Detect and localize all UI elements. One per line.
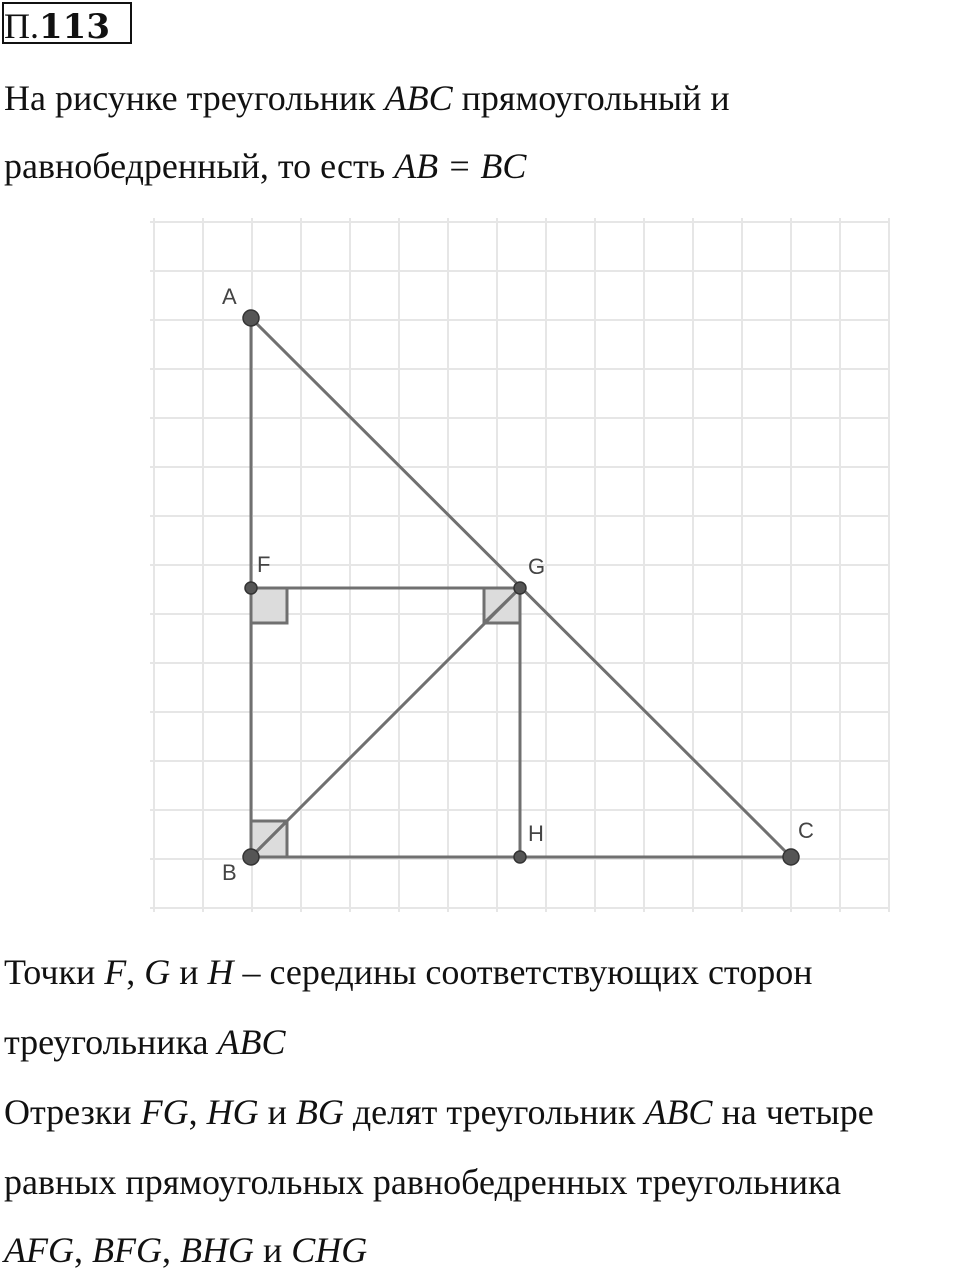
text-run: , [73, 1230, 92, 1270]
math-abc: ABC [644, 1092, 713, 1132]
text-run: , [126, 952, 145, 992]
math-fg: FG [140, 1092, 189, 1132]
label-a: A [222, 284, 237, 309]
math-h: H [207, 952, 234, 992]
body-line-1 [4, 952, 812, 992]
text-run: , [188, 1092, 207, 1132]
point-g [514, 582, 526, 594]
math-bg: BG [295, 1092, 344, 1132]
body-line-3 [4, 1092, 874, 1132]
text-run: и [253, 1230, 292, 1270]
point-c [783, 849, 799, 865]
math-ab-eq-bc: AB = BC [394, 146, 527, 186]
math-hg: HG [206, 1092, 259, 1132]
right-angle-mark-f [251, 588, 287, 623]
math-abc: ABC [217, 1022, 286, 1062]
text-run: и [258, 1092, 296, 1132]
label-f: F [257, 552, 271, 577]
point-h [514, 851, 526, 863]
math-chg: CHG [291, 1230, 368, 1270]
math-bhg: BHG [179, 1230, 254, 1270]
text-run: треугольника [4, 1022, 218, 1062]
point-a [243, 310, 259, 326]
math-afg: AFG [4, 1230, 74, 1270]
text-run: равнобедренный, то есть [4, 146, 395, 186]
text-run: равных прямоугольных равнобедренных треугольника [4, 1162, 841, 1202]
label-c: C [798, 818, 814, 843]
text-run: делят треугольник [343, 1092, 645, 1132]
text-run: – середины соответствующих сторон [233, 952, 813, 992]
label-b: B [222, 860, 237, 885]
math-f: F [104, 952, 127, 992]
math-bfg: BFG [91, 1230, 162, 1270]
point-b [243, 849, 259, 865]
problem-number-value: 113 [39, 7, 110, 47]
text-run: Точки [4, 952, 105, 992]
text-run: , [161, 1230, 180, 1270]
text-run: на четыре [712, 1092, 874, 1132]
body-line-2 [4, 1022, 286, 1062]
text-run: На рисунке треугольник [4, 78, 385, 118]
text-run: и [170, 952, 208, 992]
point-f [245, 582, 257, 594]
text-run: прямоугольный и [452, 78, 730, 118]
label-g: G [528, 554, 546, 579]
body-line-4 [4, 1162, 841, 1202]
text-run: Отрезки [4, 1092, 141, 1132]
body-line-5 [4, 1230, 367, 1270]
problem-prefix: П. [4, 6, 39, 46]
segment-bg [251, 588, 520, 857]
label-h: H [528, 821, 544, 846]
math-abc: ABC [384, 78, 453, 118]
math-g: G [144, 952, 171, 992]
